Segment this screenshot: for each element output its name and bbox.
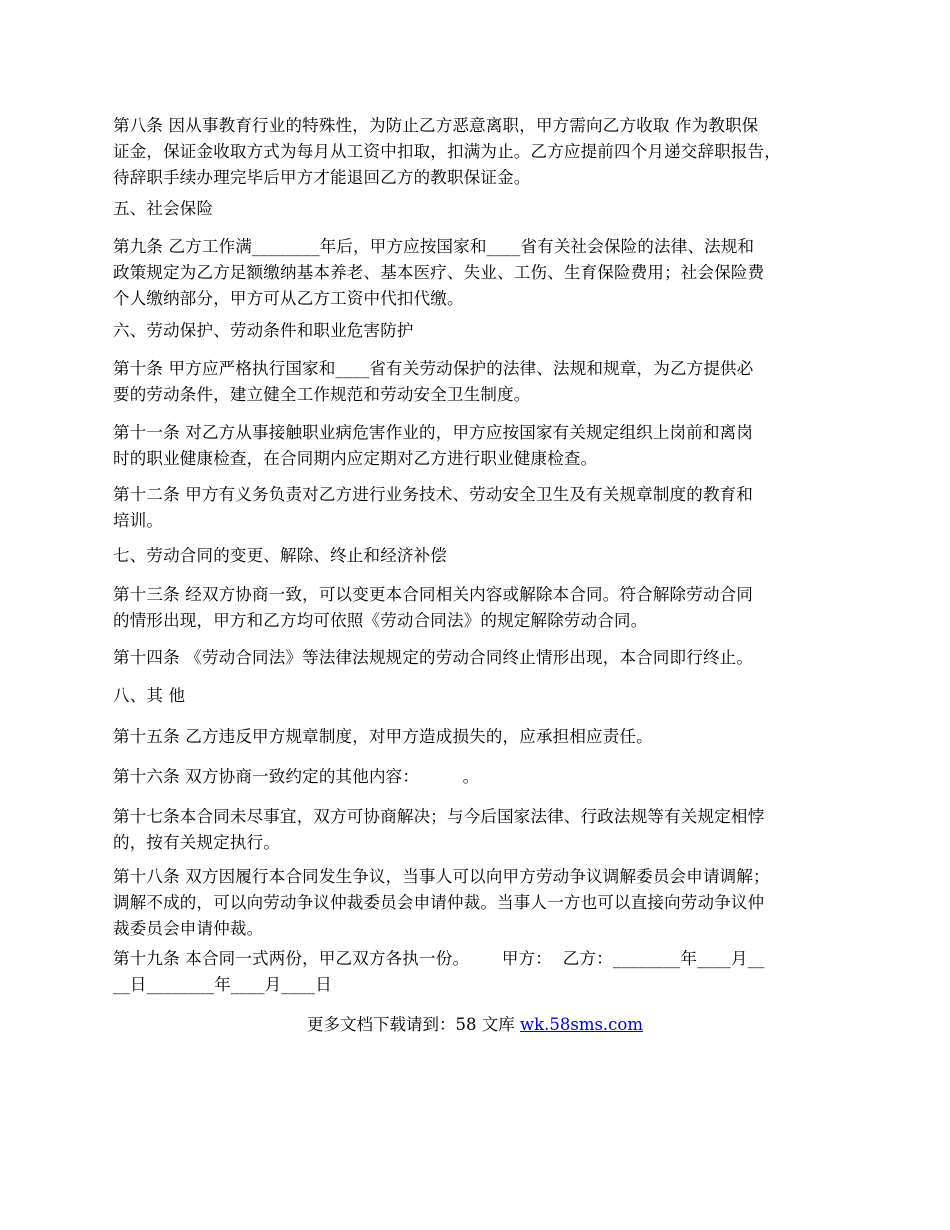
paragraph-article-9 [113,234,853,312]
footer [0,1012,950,1038]
paragraph-article-18 [113,864,853,942]
text-line: 第十五条 乙方违反甲方规章制度，对甲方造成损失的，应承担相应责任。 [113,727,653,746]
section-heading-contract-changes [113,543,853,569]
text-line: 第十二条 甲方有义务负责对乙方进行业务技术、劳动安全卫生及有关规章制度的教育和 [113,485,754,504]
text-line: 第十六条 双方协商一致约定的其他内容： 。 [113,767,480,786]
paragraph-article-13 [113,582,853,634]
text-line: 时的职业健康检查，在合同期内应定期对乙方进行职业健康检查。 [113,449,598,468]
text-line: 第十八条 双方因履行本合同发生争议，当事人可以向甲方劳动争议调解委员会申请调解； [113,867,770,886]
text-line: 第十条 甲方应严格执行国家和____省有关劳动保护的法律、法规和规章，为乙方提供必 [113,359,754,378]
paragraph-article-17 [113,804,853,856]
text-line: 第十三条 经双方协商一致，可以变更本合同相关内容或解除本合同。符合解除劳动合同 [113,585,754,604]
text-line: 五、社会保险 [113,199,214,218]
text-line: 第九条 乙方工作满________年后，甲方应按国家和____省有关社会保险的法律、法规和 [113,237,755,256]
footer-prefix: 更多文档下载请到：58 文库 [306,1015,520,1034]
footer-link[interactable]: wk.58sms.com [519,1015,643,1034]
section-heading-social-insurance [113,196,853,222]
text-line: 待辞职手续办理完毕后甲方才能退回乙方的教职保证金。 [113,168,531,187]
paragraph-article-14 [113,645,853,671]
paragraph-article-11 [113,420,853,472]
text-line: 第十一条 对乙方从事接触职业病危害作业的，甲方应按国家有关规定组织上岗前和离岗 [113,423,754,442]
text-line: 裁委员会申请仲裁。 [113,919,264,938]
text-line: __日________年____月____日 [113,975,332,994]
paragraph-article-19 [113,946,853,998]
text-line: 第十七条本合同未尽事宜，双方可协商解决；与今后国家法律、行政法规等有关规定相悖 [113,807,765,826]
text-line: 六、劳动保护、劳动条件和职业危害防护 [113,321,414,340]
paragraph-article-8 [113,113,853,191]
text-line: 政策规定为乙方足额缴纳基本养老、基本医疗、失业、工伤、生育保险费用；社会保险费 [113,263,765,282]
text-line: 的，按有关规定执行。 [113,833,280,852]
paragraph-article-12 [113,482,853,534]
text-line: 第十九条 本合同一式两份，甲乙双方各执一份。 甲方： 乙方：________年____月__ [113,949,765,968]
text-line: 七、劳动合同的变更、解除、终止和经济补偿 [113,546,447,565]
text-line: 要的劳动条件，建立健全工作规范和劳动安全卫生制度。 [113,385,531,404]
paragraph-article-10 [113,356,853,408]
section-heading-other [113,683,853,709]
text-line: 八、其 他 [113,686,186,705]
text-line: 个人缴纳部分，甲方可从乙方工资中代扣代缴。 [113,289,464,308]
text-line: 的情形出现，甲方和乙方均可依照《劳动合同法》的规定解除劳动合同。 [113,611,648,630]
paragraph-article-16 [113,764,853,790]
text-line: 证金，保证金收取方式为每月从工资中扣取，扣满为止。乙方应提前四个月递交辞职报告， [113,142,781,161]
text-line: 调解不成的，可以向劳动争议仲裁委员会申请仲裁。当事人一方也可以直接向劳动争议仲 [113,893,765,912]
section-heading-labor-protection [113,318,853,344]
text-line: 第八条 因从事教育行业的特殊性，为防止乙方恶意离职，甲方需向乙方收取 作为教职保 [113,116,759,135]
text-line: 第十四条 《劳动合同法》等法律法规规定的劳动合同终止情形出现，本合同即行终止。 [113,648,754,667]
paragraph-article-15 [113,724,853,750]
text-line: 培训。 [113,511,164,530]
